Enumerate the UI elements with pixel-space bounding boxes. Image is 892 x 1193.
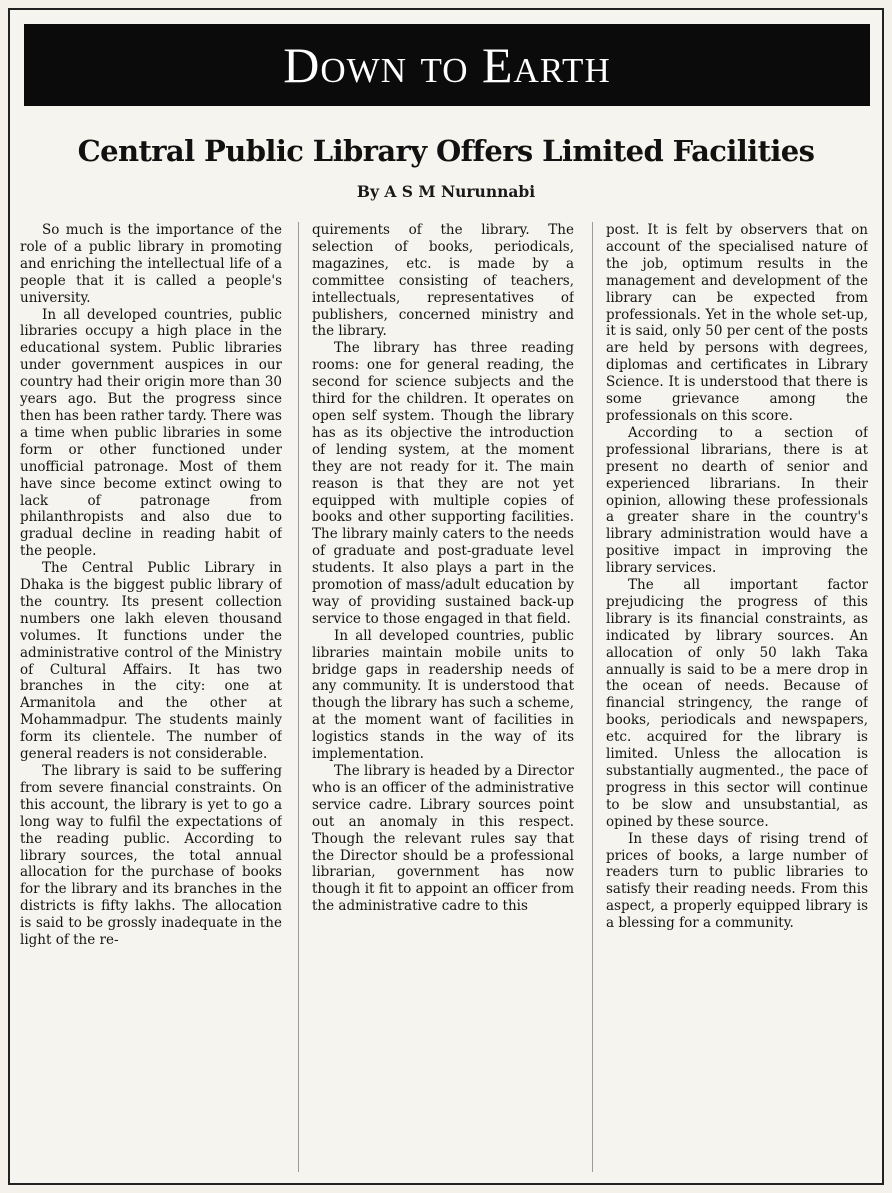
article-byline: By A S M Nurunnabi [356, 182, 536, 201]
paragraph: In all developed countries, public libraries maintain mobile units to bridge gaps in readership needs of any community. It is understood that though the library has such a scheme, at the moment want of facilities in logistics stands in the way of its implementation. [312, 627, 574, 763]
article-column-3 [606, 222, 868, 1182]
article-column-1 [20, 222, 282, 1182]
article-headline: Central Public Library Offers Limited Facilities [77, 134, 815, 168]
article-column-2 [312, 222, 574, 1182]
paragraph: The Central Public Library in Dhaka is the biggest public library of the country. Its present collection numbers one lakh eleven thousand volumes. It functions under the administrative control of the Ministry of Cultural Affairs. It has two branches in the city: one at Armanitola and the other at Mohammadpur. The students mainly form its clientele. The number of general readers is not considerable. [20, 560, 282, 763]
paragraph: So much is the importance of the role of a public library in promoting and enriching the intellectual life of a people that it is called a people's university. [20, 222, 282, 306]
paragraph: The library is headed by a Director who is an officer of the administrative service cadre. Library sources point out an anomaly in this respect. Though the relevant rules say that the Director should be a professional librarian, government has now though it fit to appoint an officer from the administrative cadre to this [312, 763, 574, 915]
column-banner [24, 24, 870, 106]
column-divider [592, 222, 593, 1172]
paragraph: In all developed countries, public libraries occupy a high place in the educational system. Public libraries under government auspices in our country had their origin more than 30 years ago. But the progress since then has been rather tardy. There was a time when public libraries in some form or other functioned under unofficial patronage. Most of them have since become extinct owing to lack of patronage from philanthropists and also due to gradual decline in reading habit of the people. [20, 306, 282, 560]
paragraph: post. It is felt by observers that on account of the specialised nature of the job, optimum results in the management and development of the library can be expected from professionals. Yet in the whole set-up, it is said, only 50 per cent of the posts are held by persons with degrees, diplomas and certificates in Library Science. It is understood that there is some grievance among the professionals on this score. [606, 222, 868, 424]
paragraph: The all important factor prejudicing the progress of this library is its financial constraints, as indicated by library sources. An allocation of only 50 lakh Taka annually is said to be a mere drop in the ocean of needs. Because of financial stringency, the range of books, periodicals and newspapers, etc. acquired for the library is limited. Unless the allocation is substantially augmented., the pace of progress in this sector will continue to be slow and unsubstantial, as opined by these source. [606, 577, 868, 830]
paragraph: quirements of the library. The selection of books, periodicals, magazines, etc. is made by a committee consisting of teachers, intellectuals, representatives of publishers, concerned ministry and the library. [312, 222, 574, 340]
paragraph: The library has three reading rooms: one for general reading, the second for science subjects and the third for the children. It operates on open self system. Though the library has as its objective the introduction of lending system, at the moment they are not ready for it. The main reason is that they are not yet equipped with multiple copies of books and other supporting facilities. The library mainly caters to the needs of graduate and post-graduate level students. It also plays a part in the promotion of mass/adult education by way of providing sustained back-up service to those engaged in that field. [312, 340, 574, 627]
newspaper-clipping [8, 8, 884, 1185]
column-divider [298, 222, 299, 1172]
paragraph: The library is said to be suffering from severe financial constraints. On this account, the library is yet to go a long way to fulfil the expectations of the reading public. According to library sources, the total annual allocation for the purchase of books for the library and its branches in the districts is fifty lakhs. The allocation is said to be grossly inadequate in the light of the re- [20, 763, 282, 949]
column-title: Down to Earth [283, 37, 611, 93]
paragraph: According to a section of professional librarians, there is at present no dearth of senior and experienced librarians. In their opinion, allowing these professionals a greater share in the country's library administration would have a positive impact in improving the library services. [606, 424, 868, 577]
paragraph: In these days of rising trend of prices of books, a large number of readers turn to public libraries to satisfy their reading needs. From this aspect, a properly equipped library is a blessing for a community. [606, 830, 868, 932]
